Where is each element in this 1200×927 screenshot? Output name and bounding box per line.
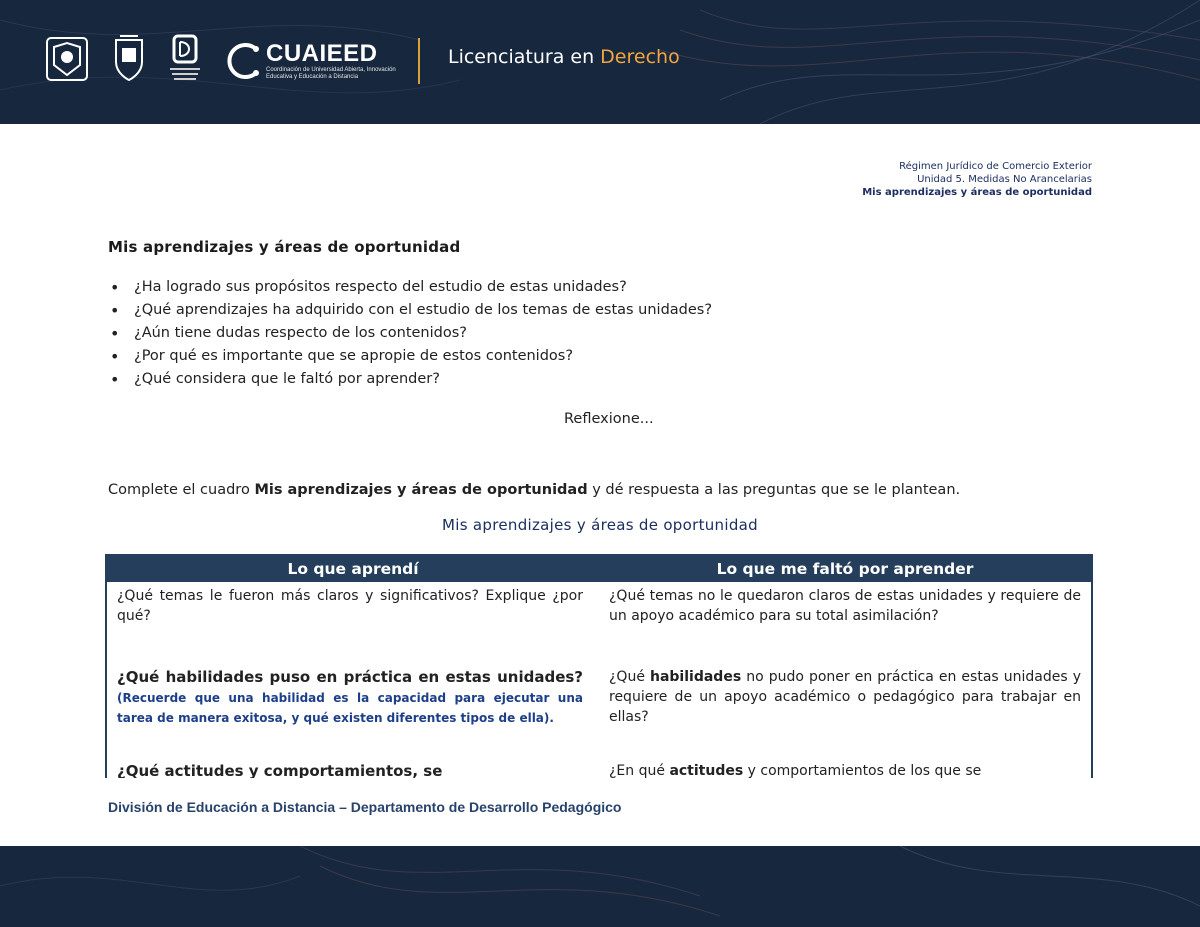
footer-wave-decoration [0, 846, 1200, 927]
cell-right-q3 [609, 761, 1081, 778]
cell-right-q2-bold: habilidades [650, 669, 742, 685]
cell-left-q2-note: (Recuerde que una habilidad es la capacidad para ejecutar una tarea de manera exitosa, y qué existen diferentes tipos de ella). [117, 691, 583, 725]
section-title: Mis aprendizajes y áreas de oportunidad [108, 238, 461, 256]
footer-text: División de Educación a Distancia – Departamento de Desarrollo Pedagógico [108, 799, 622, 815]
instructions-after: y dé respuesta a las preguntas que se le plantean. [587, 482, 961, 498]
list-item: • ¿Ha logrado sus propósitos respecto del estudio de estas unidades? [108, 276, 712, 299]
instructions-before: Complete el cuadro [108, 482, 255, 498]
cell-right-q2-post: no pudo poner en práctica en estas unidades y requiere de un apoyo académico o pedagógico para trabajar en ellas? [609, 669, 1081, 725]
cuaieed-logo [226, 41, 396, 81]
program-title [448, 46, 680, 68]
column-learned [107, 582, 599, 778]
instructions [108, 482, 960, 498]
column-missing [599, 582, 1091, 778]
unam-seal-icon [44, 35, 90, 87]
list-item: • ¿Qué considera que le faltó por aprender? [108, 368, 712, 391]
cell-right-q3-pre: ¿En qué [609, 763, 670, 778]
cell-right-q3-bold: actitudes [669, 763, 744, 778]
program-prefix: Licenciatura en [448, 46, 601, 68]
table-caption: Mis aprendizajes y áreas de oportunidad [442, 516, 758, 534]
header-divider [418, 38, 420, 84]
cell-right-q2 [609, 667, 1081, 761]
sua-logo-icon [168, 34, 202, 88]
cell-right-q1: ¿Qué temas no le quedaron claros de estas unidades y requiere de un apoyo académico para su total asimilación? [609, 588, 1081, 624]
breadcrumb [862, 160, 1092, 199]
cell-left-q2 [117, 667, 583, 761]
reflect-text: Reflexione... [564, 411, 654, 427]
breadcrumb-section: Mis aprendizajes y áreas de oportunidad [862, 187, 1092, 198]
cell-left-q3 [117, 761, 583, 778]
cell-right-q2-pre: ¿Qué [609, 669, 650, 685]
cuaieed-logo-icon [226, 41, 262, 81]
header-banner [0, 0, 1200, 124]
list-item: • ¿Por qué es importante que se apropie de estos contenidos? [108, 345, 712, 368]
fca-shield-icon [112, 34, 146, 88]
breadcrumb-unit: Unidad 5. Medidas No Arancelarias [917, 174, 1092, 185]
question-list [108, 276, 712, 391]
breadcrumb-course: Régimen Jurídico de Comercio Exterior [899, 161, 1092, 172]
learning-table [105, 554, 1093, 778]
instructions-bold: Mis aprendizajes y áreas de oportunidad [254, 482, 588, 498]
table-body [107, 582, 1091, 778]
list-item: • ¿Qué aprendizajes ha adquirido con el estudio de los temas de estas unidades? [108, 299, 712, 322]
cell-left-q2-bold: ¿Qué habilidades puso en práctica en estas unidades? [117, 668, 583, 686]
list-item: • ¿Aún tiene dudas respecto de los contenidos? [108, 322, 712, 345]
cell-right-q3-post: y comportamientos de los que se [743, 763, 982, 778]
header-missing: Lo que me faltó por aprender [716, 560, 974, 578]
org-title: CUAIEED [266, 40, 378, 67]
program-accent: Derecho [600, 46, 680, 68]
cell-left-q1: ¿Qué temas le fueron más claros y significativos? Explique ¿por qué? [117, 588, 583, 624]
footer-banner [0, 846, 1200, 927]
logo-strip [44, 34, 396, 88]
table-header [107, 556, 1091, 582]
cell-left-q3-bold: ¿Qué actitudes y comportamientos, se [117, 762, 443, 778]
header-learned: Lo que aprendí [287, 560, 419, 578]
org-subtitle: Coordinación de Universidad Abierta, Innovación Educativa y Educación a Distancia [266, 67, 396, 80]
